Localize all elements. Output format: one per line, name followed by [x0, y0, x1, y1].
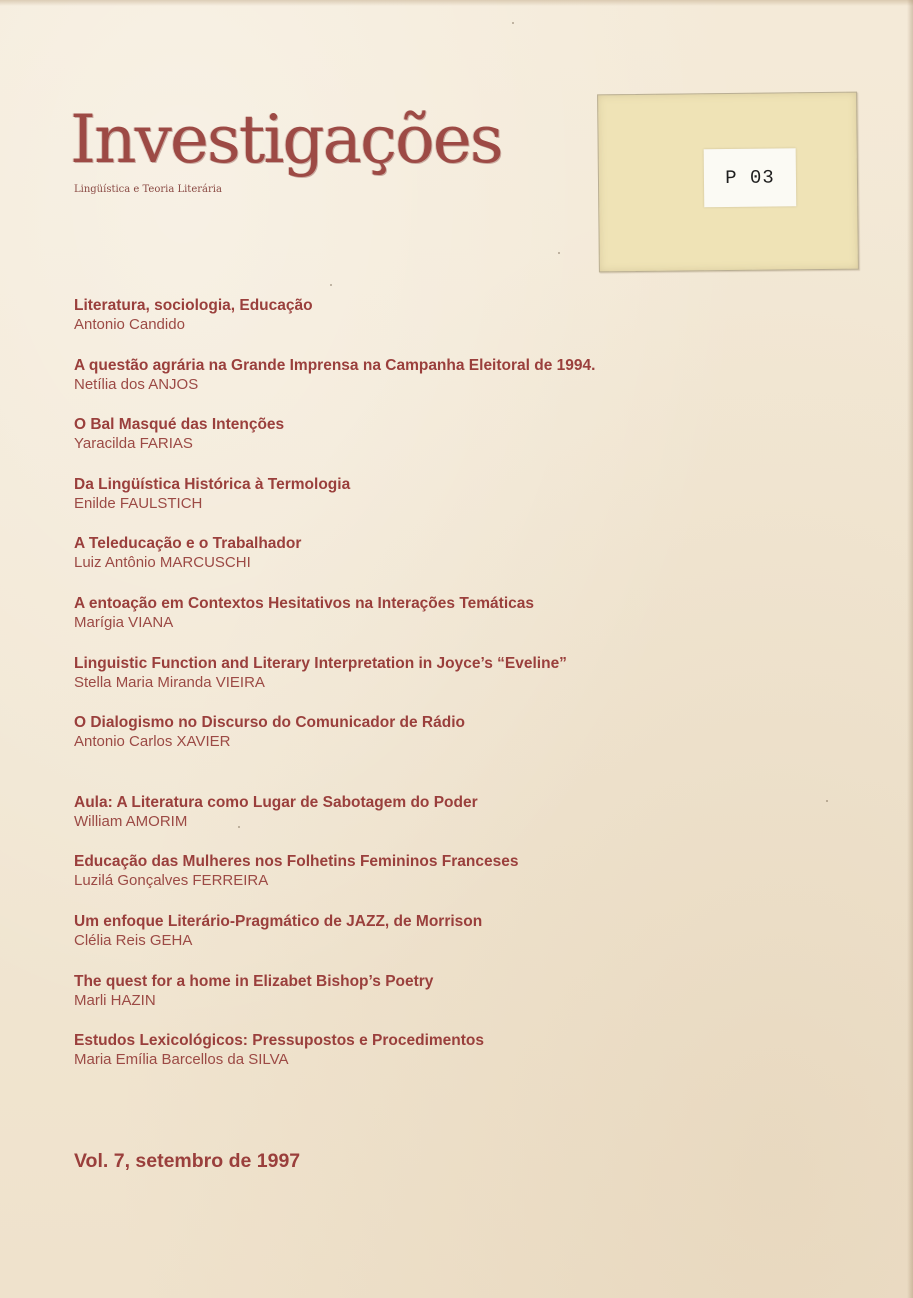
paper-speck: [826, 800, 828, 802]
article-title: Aula: A Literatura como Lugar de Sabotagem do Poder: [74, 793, 478, 811]
paper-speck: [330, 284, 332, 286]
article-title: Linguistic Function and Literary Interpretation in Joyce’s “Eveline”: [74, 654, 567, 672]
article-author: Marli HAZIN: [74, 991, 156, 1009]
paper-speck: [558, 252, 560, 254]
article-author: Antonio Candido: [74, 316, 185, 333]
article-entry: [74, 534, 714, 594]
article-author: Yaracilda FARIAS: [74, 435, 193, 453]
volume-info: Vol. 7, setembro de 1997: [74, 1150, 301, 1172]
article-entry: [74, 852, 714, 912]
article-entry: [74, 594, 714, 654]
article-author: Enilde FAULSTICH: [74, 494, 203, 512]
article-title: Educação das Mulheres nos Folhetins Femininos Franceses: [74, 853, 519, 871]
article-entry: [74, 793, 714, 853]
table-of-contents: [74, 296, 714, 1091]
article-author: Stella Maria Miranda VIEIRA: [74, 673, 265, 691]
article-entry: [74, 912, 714, 972]
article-entry: [74, 972, 714, 1032]
label-code: P 03: [725, 166, 775, 190]
article-title: Um enfoque Literário-Pragmático de JAZZ, de Morrison: [74, 912, 483, 930]
paper-speck: [512, 22, 514, 24]
article-author: Netília dos ANJOS: [74, 375, 199, 393]
article-title: A questão agrária na Grande Imprensa na Campanha Eleitoral de 1994.: [74, 356, 596, 374]
article-author: Luzilá Gonçalves FERREIRA: [74, 872, 269, 890]
journal-title: Investigações: [70, 101, 502, 178]
paper-edge-right: [907, 0, 913, 1298]
article-entry: [74, 415, 714, 475]
article-entry: [74, 296, 714, 356]
journal-subtitle: Lingüística e Teoria Literária: [74, 184, 222, 195]
article-author: Maria Emília Barcellos da SILVA: [74, 1051, 289, 1069]
article-title: O Dialogismo no Discurso do Comunicador de Rádio: [74, 714, 465, 732]
article-entry: [74, 1031, 714, 1091]
article-title: Da Lingüística Histórica à Termologia: [74, 475, 351, 493]
article-title: A Teleducação e o Trabalhador: [74, 535, 302, 553]
article-entry: [74, 654, 714, 714]
article-title: Estudos Lexicológicos: Pressupostos e Procedimentos: [74, 1032, 484, 1050]
article-title: The quest for a home in Elizabet Bishop’s Poetry: [74, 972, 434, 990]
article-author: William AMORIM: [74, 812, 188, 830]
paper-edge-top: [0, 0, 913, 6]
journal-logo: [70, 100, 502, 210]
article-title: O Bal Masqué das Intenções: [74, 416, 285, 434]
label-tag: [704, 148, 797, 207]
article-entry: [74, 713, 714, 773]
article-title: A entoação em Contextos Hesitativos na Interações Temáticas: [74, 594, 534, 612]
library-label: [597, 92, 859, 273]
article-author: Marígia VIANA: [74, 613, 174, 631]
article-author: Antonio Carlos XAVIER: [74, 733, 231, 751]
article-author: Luiz Antônio MARCUSCHI: [74, 554, 251, 572]
article-entry: [74, 356, 714, 416]
article-author: Clélia Reis GEHA: [74, 931, 193, 949]
article-entry: [74, 475, 714, 535]
article-title: Literatura, sociologia, Educação: [74, 297, 313, 314]
paper-speck: [238, 826, 240, 828]
